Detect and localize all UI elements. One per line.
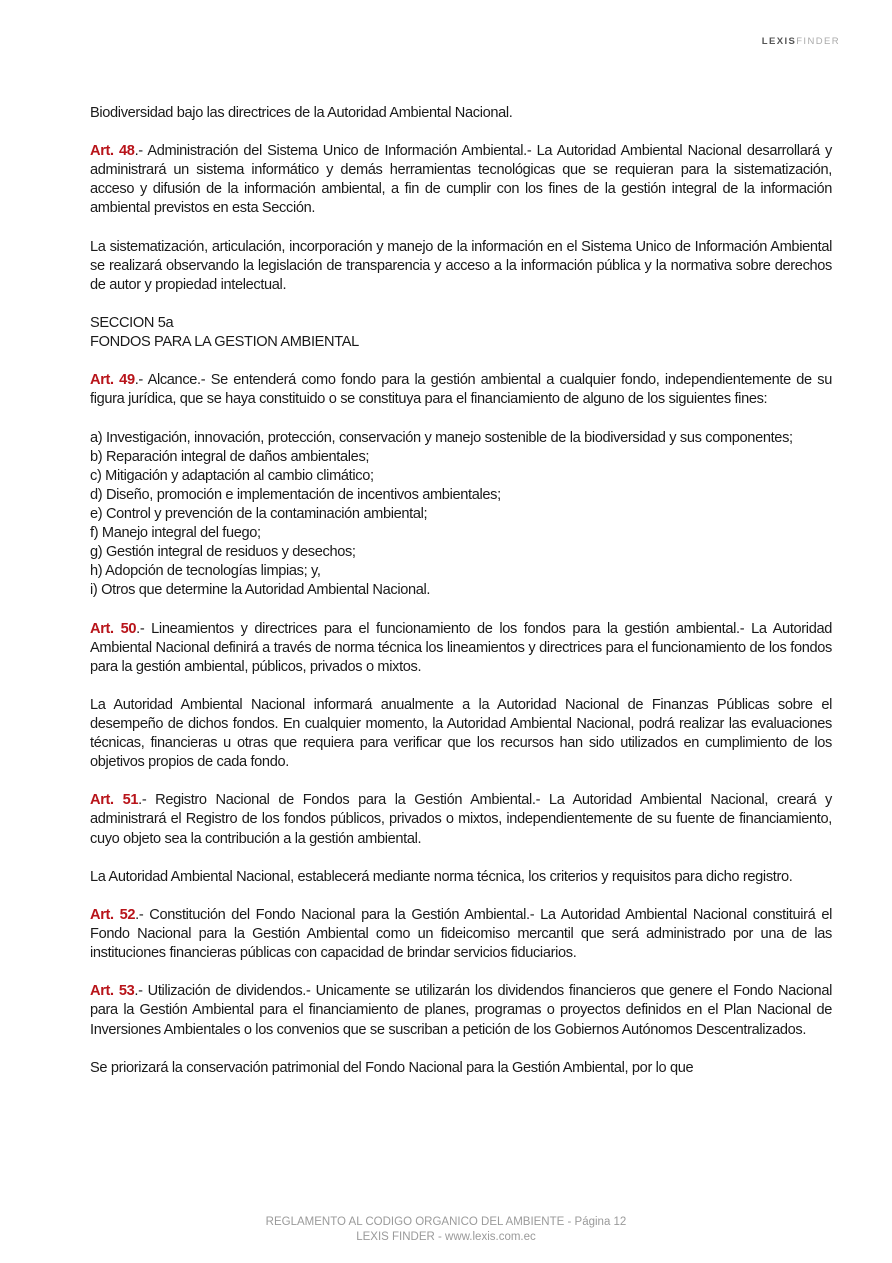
list-item: d) Diseño, promoción e implementación de incentivos ambientales;	[90, 486, 501, 503]
list-item: h) Adopción de tecnologías limpias; y,	[90, 563, 321, 580]
article-51-paragraph-2: La Autoridad Ambiental Nacional, establecerá mediante norma técnica, los criterios y requisitos para dicho registro.	[90, 868, 793, 885]
section-title: FONDOS PARA LA GESTION AMBIENTAL	[90, 334, 359, 351]
footer-site: LEXIS FINDER - www.lexis.com.ec	[356, 1231, 536, 1243]
article-48-paragraph-2: La sistematización, articulación, incorporación y manejo de la información en el Sistema Unico de Información Ambiental se realizará observando la legislación de transparencia y acceso a la información pública y la normativa sobre derechos de autor y propiedad intelectual.	[90, 238, 832, 293]
article-51-label: Art. 51	[90, 792, 139, 809]
list-item: e) Control y prevención de la contaminación ambiental;	[90, 505, 428, 522]
intro-paragraph: Biodiversidad bajo las directrices de la Autoridad Ambiental Nacional.	[90, 105, 513, 121]
article-50-label: Art. 50	[90, 620, 137, 637]
section-heading	[90, 314, 832, 352]
article-51	[90, 791, 832, 848]
article-50-text: .- Lineamientos y directrices para el funcionamiento de los fondos para la gestión ambiental.- La Autoridad Ambiental Nacional definirá a través de norma técnica los lineamientos y directrices para el funcionamiento de los fondos para la gestión ambiental, públicos, privados o mixtos.	[90, 620, 832, 675]
list-item: c) Mitigación y adaptación al cambio climático;	[90, 467, 374, 484]
article-52-label: Art. 52	[90, 906, 136, 923]
article-52-text: .- Constitución del Fondo Nacional para la Gestión Ambiental.- La Autoridad Ambiental Nacional constituirá el Fondo Nacional para la Gestión Ambiental como un fideicomiso mercantil que será administrado por una de las instituciones financieras públicas con capacidad de brindar servicios fiduciarios.	[90, 906, 832, 962]
article-53-label: Art. 53	[90, 983, 135, 1000]
article-53-text: .- Utilización de dividendos.- Unicamente se utilizarán los dividendos financieros que genere el Fondo Nacional para la Gestión Ambiental para el financiamiento de planes, programas o proyectos definidos en el Plan Nacional de Inversiones Ambientales o los convenios que se suscriban a petición de los Gobiernos Autónomos Descentralizados.	[90, 983, 832, 1038]
article-53	[90, 982, 832, 1039]
article-50-paragraph-2: La Autoridad Ambiental Nacional informará anualmente a la Autoridad Nacional de Finanzas Públicas sobre el desempeño de dichos fondos. En cualquier momento, la Autoridad Ambiental Nacional, podrá realizar las evaluaciones técnicas, financieras u otras que requiera para verificar que los recursos han sido utilizados en cumplimiento de los objetivos propios de cada fondo.	[90, 696, 832, 771]
section-number: SECCION 5a	[90, 315, 174, 332]
article-51-text: .- Registro Nacional de Fondos para la Gestión Ambiental.- La Autoridad Ambiental Nacional, creará y administrará el Registro de los fondos públicos, privados o mixtos, independientemente de su fuente de financiamiento, cuyo objeto sea la contribución a la gestión ambiental.	[90, 792, 832, 847]
list-item: a) Investigación, innovación, protección, conservación y manejo sostenible de la biodiversidad y sus componentes;	[90, 429, 793, 446]
article-53-paragraph-2: Se priorizará la conservación patrimonial del Fondo Nacional para la Gestión Ambiental, por lo que	[90, 1059, 694, 1076]
article-49	[90, 371, 832, 409]
article-49-text: .- Alcance.- Se entenderá como fondo para la gestión ambiental a cualquier fondo, independientemente de su figura jurídica, que se haya constituido o se constituya para el financiamiento de alguno de los siguientes fines:	[90, 372, 832, 408]
page-footer	[0, 1215, 892, 1245]
footer-document-title: REGLAMENTO AL CODIGO ORGANICO DEL AMBIENTE - Página 12	[265, 1216, 627, 1228]
article-48-text: .- Administración del Sistema Unico de Información Ambiental.- La Autoridad Ambiental Nacional desarrollará y administrará un sistema informático y demás herramientas tecnológicas que se requieran para la sistematización, acceso y difusión de la información ambiental, a fin de cumplir con los fines de la gestión integral de la información ambiental previstos en esta Sección.	[90, 143, 832, 217]
article-50	[90, 620, 832, 677]
list-item: i) Otros que determine la Autoridad Ambiental Nacional.	[90, 582, 431, 599]
brand-logo-bold: LEXIS	[761, 36, 797, 47]
document-body	[90, 104, 832, 1078]
article-49-list	[90, 429, 832, 601]
article-52	[90, 906, 832, 963]
article-48-label: Art. 48	[90, 143, 135, 160]
list-item: b) Reparación integral de daños ambientales;	[90, 448, 370, 465]
brand-logo	[762, 36, 840, 47]
list-item: g) Gestión integral de residuos y desechos;	[90, 544, 356, 561]
article-49-label: Art. 49	[90, 372, 135, 389]
brand-logo-light: FINDER	[796, 36, 840, 47]
list-item: f) Manejo integral del fuego;	[90, 525, 261, 542]
article-48	[90, 142, 832, 218]
